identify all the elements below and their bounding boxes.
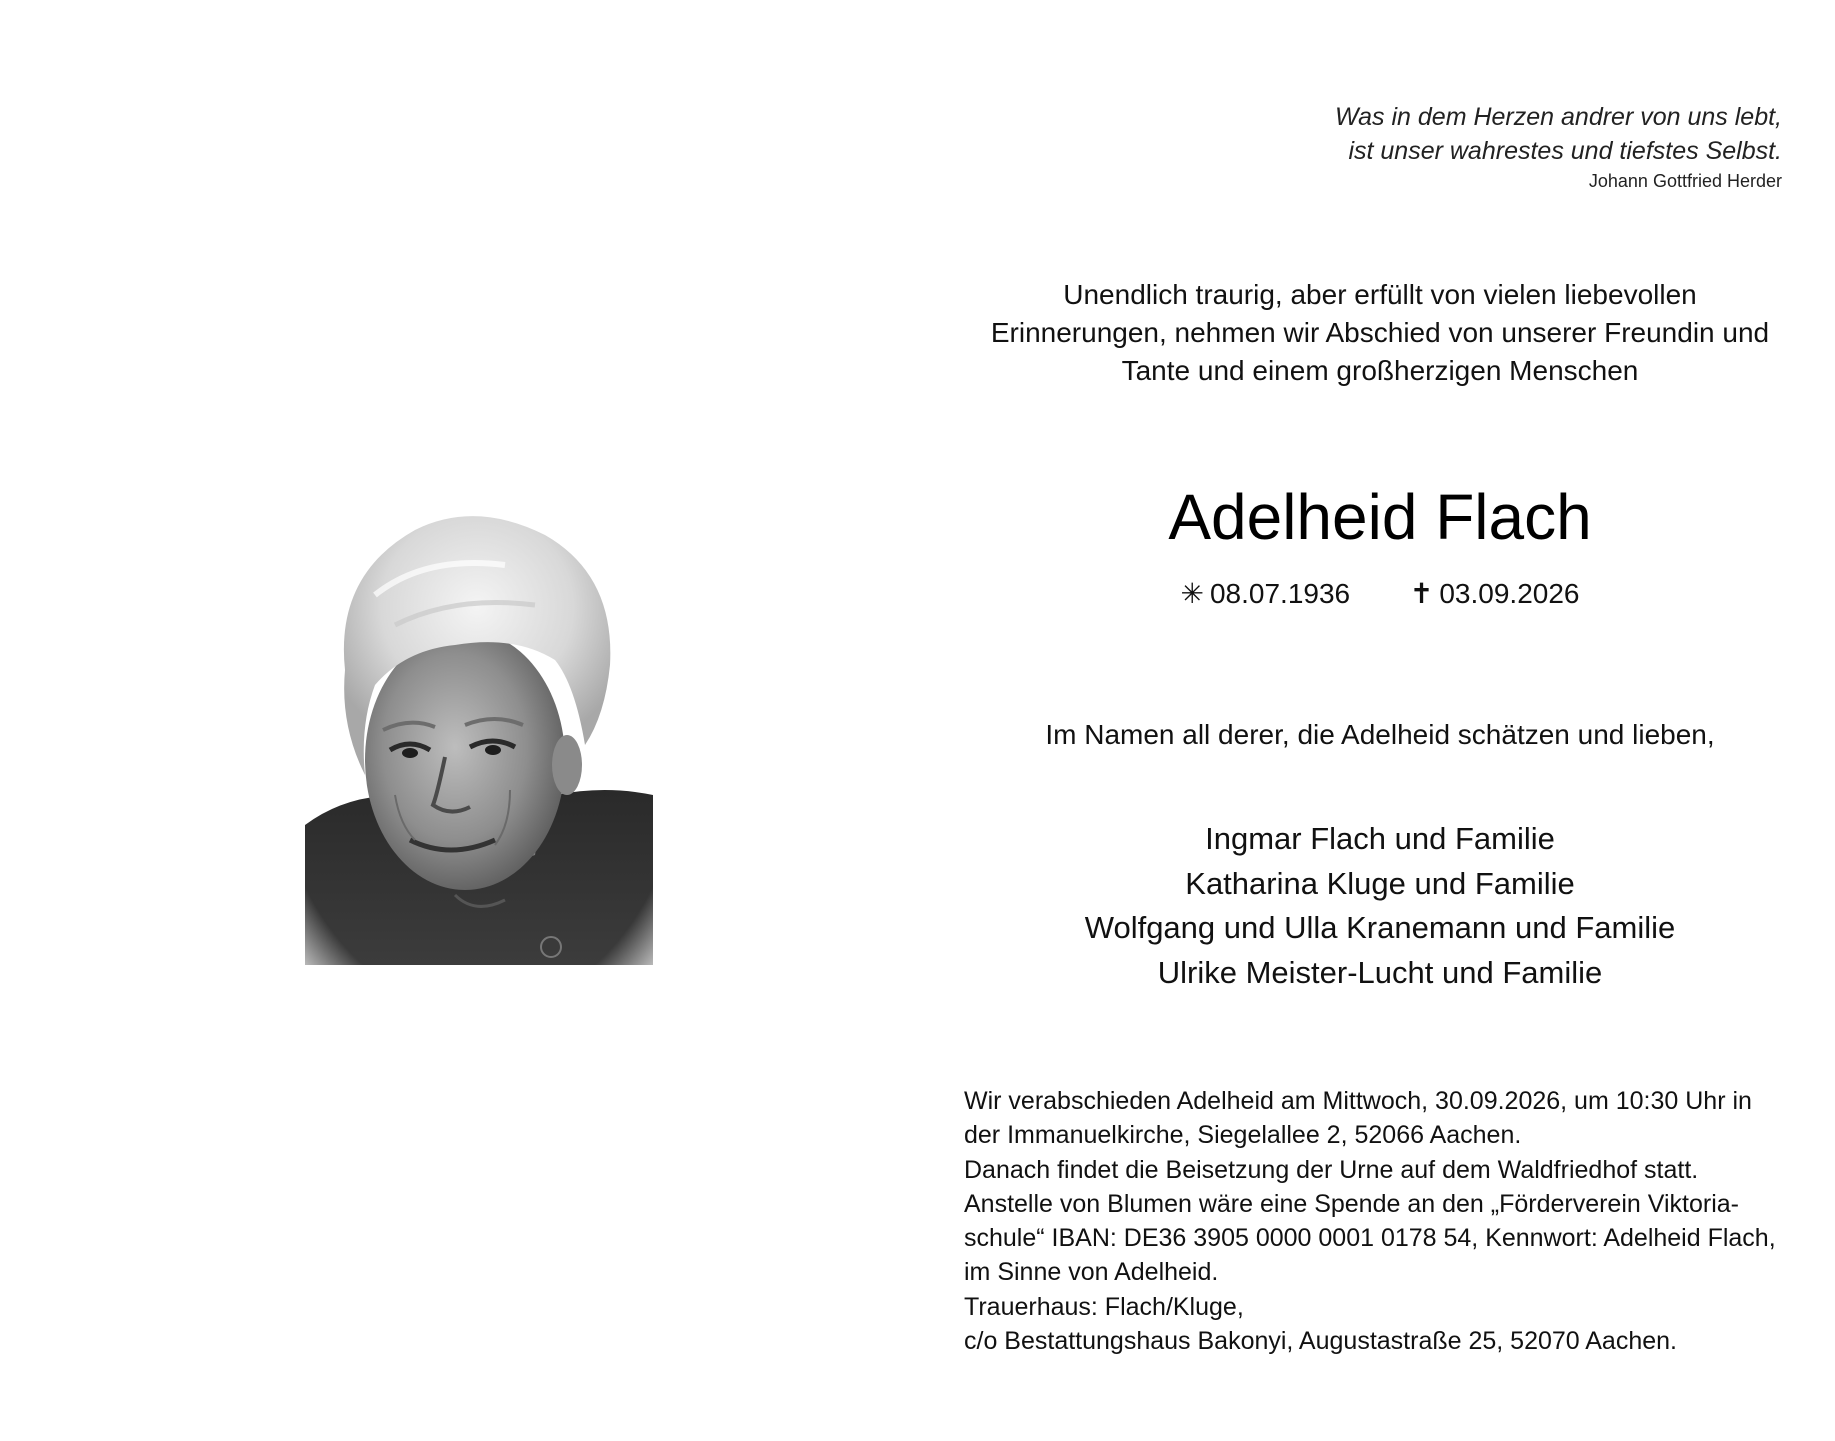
mourner-entry: Katharina Kluge und Familie <box>1185 865 1575 901</box>
death-date: 03.09.2026 <box>1439 578 1580 609</box>
death-cross-icon: ✝ <box>1409 578 1434 609</box>
intro-line: Tante und einem großherzigen Menschen <box>1121 355 1639 386</box>
portrait-illustration <box>305 495 653 965</box>
details-line: c/o Bestattungshaus Bakonyi, Augustastraße 25, 52070 Aachen. <box>964 1327 1677 1356</box>
details-line: Anstelle von Blumen wäre eine Spende an den „Förderverein Viktoria- <box>964 1189 1739 1218</box>
details-line: Wir verabschieden Adelheid am Mittwoch, 30.09.2026, um 10:30 Uhr in <box>964 1087 1752 1115</box>
intro-line: Unendlich traurig, aber erfüllt von vielen liebevollen <box>1063 279 1697 310</box>
life-dates <box>960 576 1800 612</box>
portrait-photo <box>305 495 653 965</box>
birth-date-group <box>1181 576 1351 612</box>
details-line: Danach findet die Beisetzung der Urne auf dem Waldfriedhof statt. <box>964 1155 1699 1184</box>
quote-line: ist unser wahrestes und tiefstes Selbst. <box>1348 137 1782 165</box>
mourner-entry: Wolfgang und Ulla Kranemann und Familie <box>1084 910 1676 945</box>
quote-line: Was in dem Herzen andrer von uns lebt, <box>1335 103 1782 131</box>
death-date-group <box>1410 576 1580 612</box>
details-line: im Sinne von Adelheid. <box>964 1258 1219 1287</box>
deceased-name: Adelheid Flach <box>1168 481 1592 553</box>
birth-star-icon: ✳ <box>1180 578 1204 609</box>
intro-line: Erinnerungen, nehmen wir Abschied von unserer Freundin und <box>990 317 1770 348</box>
mourners-list <box>960 817 1800 995</box>
in-name-text: Im Namen all derer, die Adelheid schätzen und lieben, <box>1045 719 1715 750</box>
mourner-entry: Ingmar Flach und Familie <box>1205 821 1555 856</box>
mourner-entry: Ulrike Meister-Lucht und Familie <box>1157 954 1603 990</box>
quote-block <box>1082 100 1782 194</box>
funeral-details <box>964 1084 1804 1358</box>
intro-text <box>960 276 1800 390</box>
birth-date: 08.07.1936 <box>1209 578 1351 609</box>
details-line: der Immanuelkirche, Siegelallee 2, 52066 Aachen. <box>964 1121 1522 1150</box>
details-line: schule“ IBAN: DE36 3905 0000 0001 0178 54, Kennwort: Adelheid Flach, <box>964 1224 1776 1253</box>
quote-author: Johann Gottfried Herder <box>1588 171 1782 191</box>
details-line: Trauerhaus: Flach/Kluge, <box>964 1292 1244 1321</box>
